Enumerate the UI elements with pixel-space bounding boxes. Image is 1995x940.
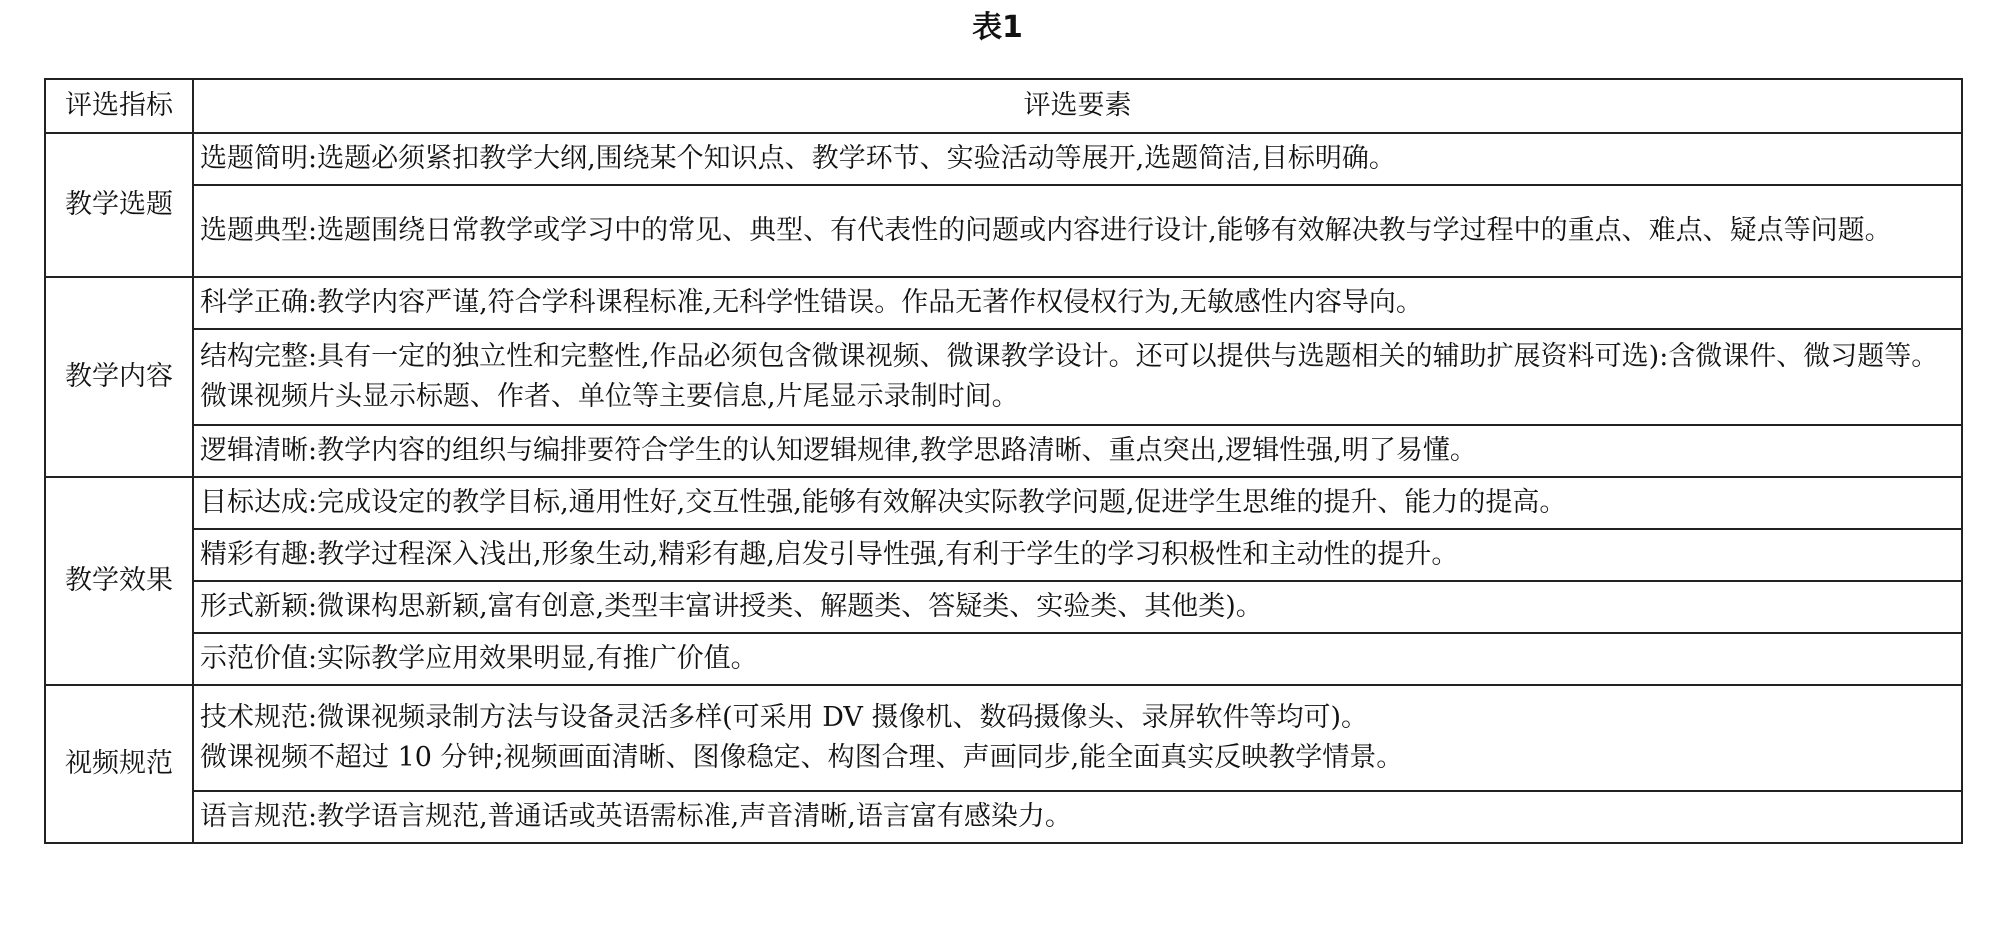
- element-desc: :选题必须紧扣教学大纲,围绕某个知识点、教学环节、实验活动等展开,选题简洁,目标明确。: [308, 143, 1396, 174]
- table-title: 表1: [972, 10, 1023, 45]
- table-row: [45, 633, 1962, 685]
- element-desc-line2: 微课视频不超过 10 分钟;视频画面清晰、图像稳定、构图合理、声画同步,能全面真实反映教学情景。: [200, 742, 1404, 773]
- element-desc: :完成设定的教学目标,通用性好,交互性强,能够有效解决实际教学问题,促进学生思维的提升、能力的提高。: [308, 487, 1567, 518]
- element-name: 目标达成: [200, 487, 308, 518]
- element-desc: :微课构思新颖,富有创意,类型丰富讲授类、解题类、答疑类、实验类、其他类)。: [308, 591, 1263, 622]
- header-indicator: 评选指标: [45, 79, 193, 133]
- indicator-cell: 教学选题: [45, 133, 193, 277]
- element-name: 技术规范: [200, 702, 308, 733]
- table-row: [45, 277, 1962, 329]
- element-cell: [193, 277, 1962, 329]
- indicator-cell: 视频规范: [45, 685, 193, 843]
- table-row: [45, 685, 1962, 791]
- indicator-cell: 教学效果: [45, 477, 193, 685]
- indicator-cell: 教学内容: [45, 277, 193, 477]
- element-cell: [193, 685, 1962, 791]
- element-cell: [193, 529, 1962, 581]
- element-name: 示范价值: [200, 643, 308, 674]
- table-row: [45, 185, 1962, 277]
- table-row: [45, 791, 1962, 843]
- element-cell: [193, 477, 1962, 529]
- element-desc: :教学过程深入浅出,形象生动,精彩有趣,启发引导性强,有利于学生的学习积极性和主动性的提升。: [308, 539, 1459, 570]
- element-desc: :具有一定的独立性和完整性,作品必须包含微课视频、微课教学设计。还可以提供与选题相关的辅助扩展资料可选):含微课件、微习题等。微课视频片头显示标题、作者、单位等主要信息,片尾显示录制时间。: [200, 341, 1939, 412]
- header-elements: 评选要素: [193, 79, 1962, 133]
- element-cell: [193, 425, 1962, 477]
- header-row: [45, 79, 1962, 133]
- element-cell: [193, 581, 1962, 633]
- table-row: [45, 425, 1962, 477]
- element-name: 选题简明: [200, 143, 308, 174]
- element-desc: :微课视频录制方法与设备灵活多样(可采用 DV 摄像机、数码摄像头、录屏软件等均可)。: [308, 702, 1368, 733]
- table-row: [45, 329, 1962, 425]
- element-cell: [193, 329, 1962, 425]
- element-cell: [193, 133, 1962, 185]
- element-cell: [193, 185, 1962, 277]
- element-name: 结构完整: [200, 341, 308, 372]
- element-name: 科学正确: [200, 287, 308, 318]
- element-desc: :教学语言规范,普通话或英语需标准,声音清晰,语言富有感染力。: [308, 801, 1072, 832]
- element-cell: [193, 791, 1962, 843]
- element-desc: :选题围绕日常教学或学习中的常见、典型、有代表性的问题或内容进行设计,能够有效解决教与学过程中的重点、难点、疑点等问题。: [308, 215, 1892, 246]
- element-desc: :实际教学应用效果明显,有推广价值。: [308, 643, 758, 674]
- element-name: 逻辑清晰: [200, 435, 308, 466]
- element-name: 选题典型: [200, 215, 308, 246]
- table-row: [45, 581, 1962, 633]
- element-name: 形式新颖: [200, 591, 308, 622]
- element-cell: [193, 633, 1962, 685]
- evaluation-criteria-table: [44, 78, 1963, 844]
- table-row: [45, 477, 1962, 529]
- table-row: [45, 529, 1962, 581]
- element-name: 精彩有趣: [200, 539, 308, 570]
- element-name: 语言规范: [200, 801, 308, 832]
- element-desc: :教学内容严谨,符合学科课程标准,无科学性错误。作品无著作权侵权行为,无敏感性内容导向。: [308, 287, 1423, 318]
- element-desc: :教学内容的组织与编排要符合学生的认知逻辑规律,教学思路清晰、重点突出,逻辑性强,明了易懂。: [308, 435, 1477, 466]
- table-row: [45, 133, 1962, 185]
